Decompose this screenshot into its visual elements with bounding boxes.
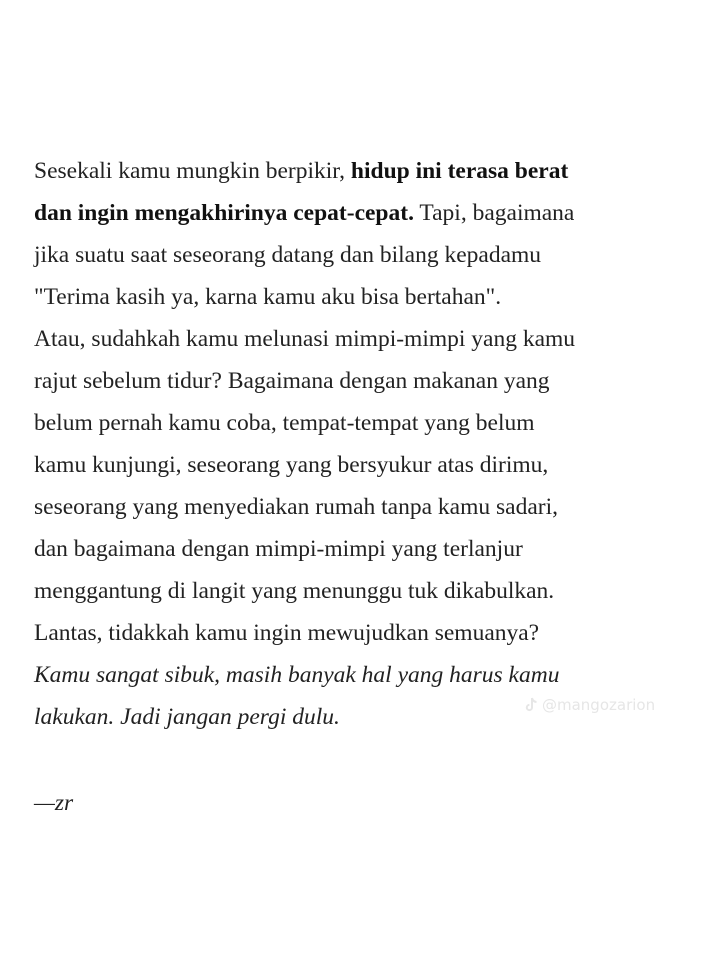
text-line	[34, 402, 694, 444]
text-segment: Lantas, tidakkah kamu ingin mewujudkan semuanya?	[34, 620, 540, 646]
quote-text	[34, 150, 694, 738]
text-segment: rajut sebelum tidur? Bagaimana dengan makanan yang	[34, 368, 550, 394]
text-segment: menggantung di langit yang menunggu tuk dikabulkan.	[34, 578, 555, 604]
text-segment: "Terima kasih ya, karna kamu aku bisa bertahan".	[34, 284, 502, 310]
signature: —zr	[34, 790, 74, 816]
text-line	[34, 318, 694, 360]
text-segment: Tapi, bagaimana	[413, 200, 575, 226]
text-line	[34, 234, 694, 276]
text-segment: Kamu sangat sibuk, masih banyak hal yang harus kamu	[34, 662, 560, 688]
text-segment: seseorang yang menyediakan rumah tanpa kamu sadari,	[34, 494, 558, 520]
text-line	[34, 528, 694, 570]
text-line	[34, 612, 694, 654]
text-line	[34, 360, 694, 402]
text-line	[34, 192, 694, 234]
watermark	[524, 696, 655, 714]
text-line	[34, 276, 694, 318]
tiktok-icon	[524, 697, 538, 713]
text-segment: jika suatu saat seseorang datang dan bilang kepadamu	[34, 242, 542, 268]
text-line	[34, 654, 694, 696]
text-segment: Atau, sudahkah kamu melunasi mimpi-mimpi yang kamu	[34, 326, 576, 352]
text-line	[34, 570, 694, 612]
text-line	[34, 150, 694, 192]
watermark-handle: @mangozarion	[542, 696, 656, 714]
text-segment: hidup ini terasa berat	[350, 158, 569, 184]
text-line	[34, 486, 694, 528]
text-segment: Sesekali kamu mungkin berpikir,	[34, 158, 351, 184]
text-segment: dan bagaimana dengan mimpi-mimpi yang terlanjur	[34, 536, 523, 562]
text-segment: lakukan. Jadi jangan pergi dulu.	[34, 704, 340, 730]
text-segment: belum pernah kamu coba, tempat-tempat yang belum	[34, 410, 535, 436]
text-segment: kamu kunjungi, seseorang yang bersyukur atas dirimu,	[34, 452, 549, 478]
text-segment: dan ingin mengakhirinya cepat-cepat.	[34, 200, 414, 226]
text-line	[34, 444, 694, 486]
